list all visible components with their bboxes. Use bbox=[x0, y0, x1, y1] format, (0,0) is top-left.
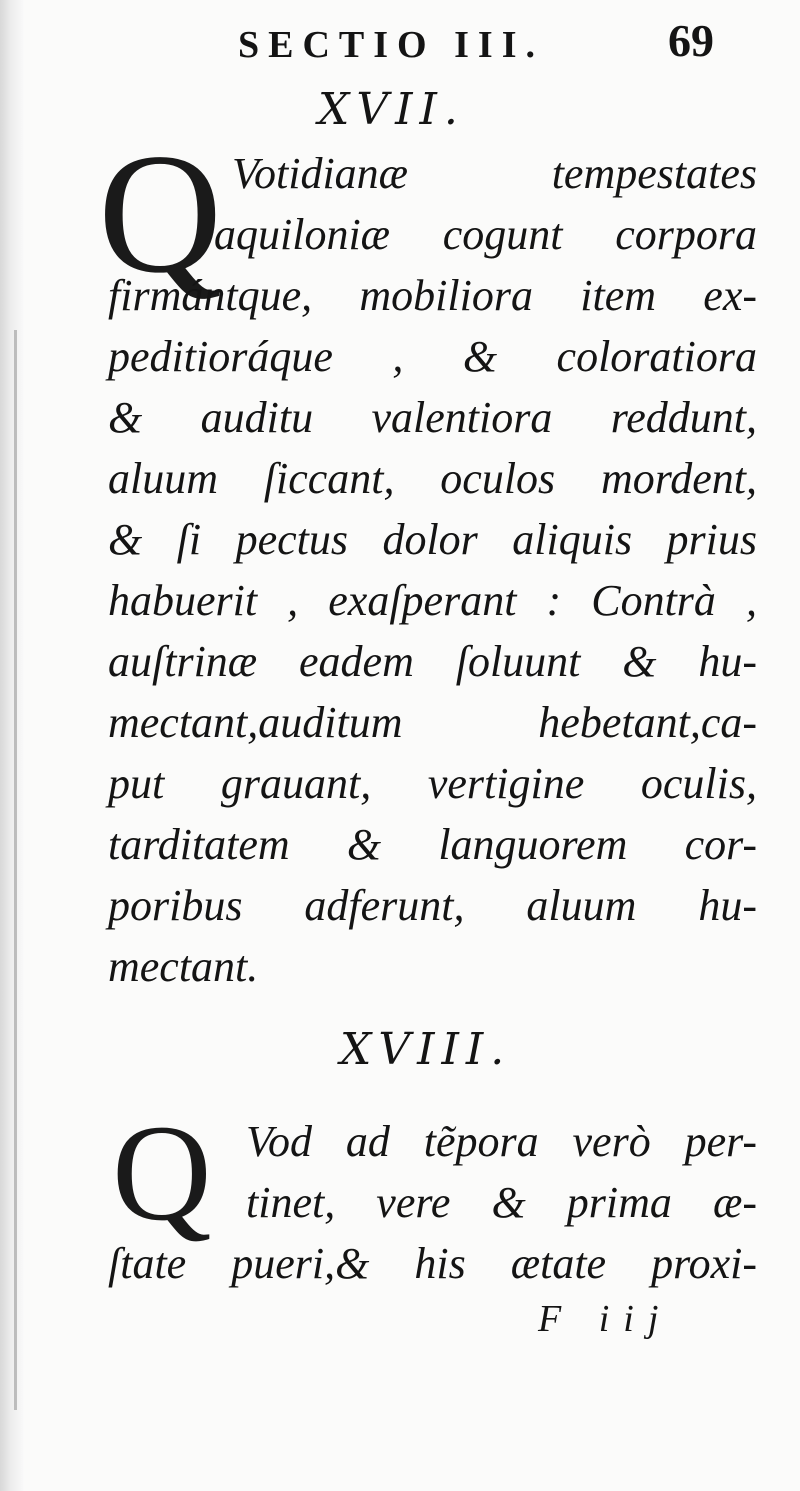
text-line: firmántque, mobiliora item ex- bbox=[108, 271, 757, 320]
text-line: habuerit , exaſperant : Contrà , bbox=[108, 576, 757, 625]
running-head: SECTIO III. bbox=[238, 24, 544, 66]
section-number: XVIII. bbox=[340, 1024, 512, 1075]
text-line: & ſi pectus dolor aliquis prius bbox=[108, 515, 757, 564]
text-line: aquiloniæ cogunt corpora bbox=[214, 210, 757, 259]
binding-shadow bbox=[14, 330, 17, 1410]
text-line: tarditatem & languorem cor- bbox=[108, 820, 757, 869]
text-line: mectant. bbox=[108, 942, 259, 991]
text-line: tinet, vere & prima æ- bbox=[246, 1178, 757, 1227]
text-line: Vod ad tẽpora verò per- bbox=[246, 1117, 757, 1166]
text-line: aluum ſiccant, oculos mordent, bbox=[108, 454, 757, 503]
text-line: mectant,auditum hebetant,ca- bbox=[108, 698, 757, 747]
drop-cap: Q bbox=[98, 119, 223, 309]
section-number: XVII. bbox=[318, 84, 465, 135]
signature-mark: F iij bbox=[538, 1298, 673, 1340]
text-line: peditioráque , & coloratiora bbox=[108, 332, 757, 381]
text-line: & auditu valentiora reddunt, bbox=[108, 393, 757, 442]
text-line: ſtate pueri,& his ætate proxi- bbox=[108, 1239, 757, 1288]
page-number: 69 bbox=[668, 15, 714, 66]
text-line: auſtrinæ eadem ſoluunt & hu- bbox=[108, 637, 757, 686]
drop-cap: Q bbox=[112, 1096, 212, 1249]
page-gutter bbox=[0, 0, 24, 1491]
text-line: poribus adferunt, aluum hu- bbox=[108, 881, 757, 930]
text-line: put grauant, vertigine oculis, bbox=[108, 759, 757, 808]
text-line: Votidianæ tempestates bbox=[232, 149, 757, 198]
